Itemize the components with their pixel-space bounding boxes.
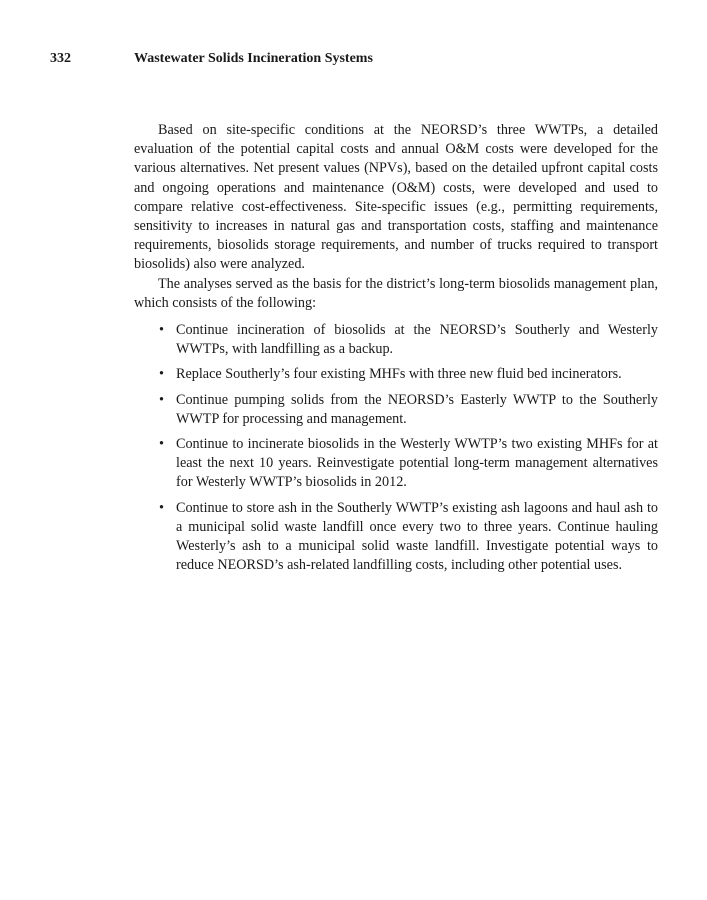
bullet-item — [134, 391, 658, 429]
bullet-list — [134, 321, 658, 575]
page-number: 332 — [50, 51, 71, 66]
body-text — [134, 121, 658, 581]
bullet-icon: • — [159, 322, 164, 339]
bullet-item — [134, 321, 658, 359]
bullet-item — [134, 499, 658, 576]
bullet-text: Continue incineration of biosolids at the NEORSD’s Southerly and Westerly WWTPs, with landfilling as a backup. — [176, 322, 658, 358]
bullet-icon: • — [159, 436, 164, 453]
bullet-item — [134, 435, 658, 493]
bullet-item — [134, 365, 658, 384]
bullet-icon: • — [159, 366, 164, 383]
bullet-icon: • — [159, 391, 164, 408]
book-title: Wastewater Solids Incineration Systems — [134, 51, 373, 66]
bullet-icon: • — [159, 499, 164, 516]
bullet-text: Continue pumping solids from the NEORSD’s Easterly WWTP to the Southerly WWTP for processing and management. — [176, 391, 658, 427]
paragraph: Based on site-specific conditions at the NEORSD’s three WWTPs, a detailed evaluation of the potential capital costs and annual O&M costs were developed for the various alternatives. Net present values (NPVs), based on the detailed upfront capital costs and ongoing operations and maintenance (O&M) costs, were developed and used to compare relative cost-effectiveness. Site-specific issues (e.g., permitting requirements, sensitivity to increases in natural gas and transportation costs, staffing and maintenance requirements, biosolids storage requirements, and number of trucks required to transport biosolids) also were analyzed. — [134, 122, 658, 273]
bullet-text: Replace Southerly’s four existing MHFs with three new fluid bed incinerators. — [176, 366, 622, 383]
running-head — [50, 49, 660, 69]
bullet-text: Continue to incinerate biosolids in the Westerly WWTP’s two existing MHFs for at least the next 10 years. Reinvestigate potential long-term management alternatives for Westerly WWTP’s biosolids in 2012. — [176, 436, 658, 491]
paragraph: The analyses served as the basis for the district’s long-term biosolids management plan, which consists of the following: — [134, 275, 658, 311]
bullet-text: Continue to store ash in the Southerly WWTP’s existing ash lagoons and haul ash to a municipal solid waste landfill once every two to three years. Continue hauling Westerly’s ash to a municipal solid waste landfill. Investigate potential ways to reduce NEORSD’s ash-related landfilling costs, including other potential uses. — [176, 499, 658, 574]
